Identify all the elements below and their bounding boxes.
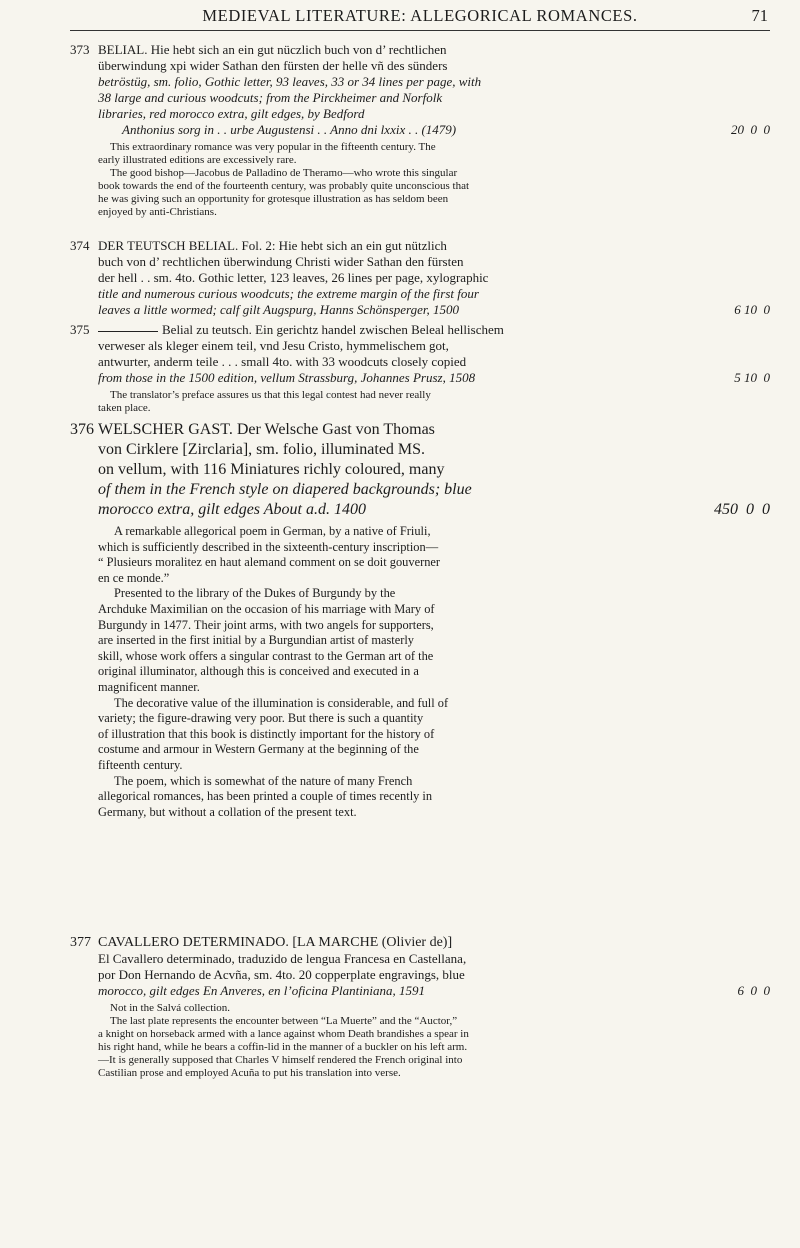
entry-text: verweser als kleger einem teil, vnd Jesu Cristo, hymmelischem got, [98,338,449,353]
page-title: MEDIEVAL LITERATURE: ALLEGORICAL ROMANCES. [202,6,638,25]
entry-number: 374 [70,238,90,253]
entry-heading-line [70,238,770,254]
entry-text: Belial zu teutsch. Ein gerichtz handel zwischen Beleal hellischem [162,322,504,337]
body-text: Burgundy in 1477. Their joint arms, with two angels for supporters, [98,617,434,632]
page-number: 71 [751,6,768,25]
entry-imprint: morocco extra, gilt edges About a.d. 1400 450 0 0 [98,501,770,518]
note-text: This extraordinary romance was very popular in the fifteenth century. The [110,141,436,153]
note-text: early illustrated editions are excessively rare. [98,154,297,166]
body-text: magnificent manner. [98,679,200,694]
note-text: book towards the end of the fourteenth century, was probably quite unconscious that [98,180,470,192]
entry-number: 376 [70,421,94,438]
body-text: are inserted in the first initial by a Burgundian artist of masterly [98,633,414,648]
note-text: a knight on horseback armed with a lance against whom Death brandishes a spear in [98,1028,469,1040]
entry-text: WELSCHER GAST. Der Welsche Gast von Thomas [98,421,435,438]
entry-description [70,524,770,820]
entry-375 [70,322,770,415]
body-text: Presented to the library of the Dukes of Burgundy by the [114,586,396,601]
entry-text: antwurter, anderm teile . . . small 4to. with 33 woodcuts closely copied [98,354,467,369]
body-text: A remarkable allegorical poem in German, by a native of Friuli, [114,524,431,538]
price: 6 0 0 [737,983,770,998]
price: 450 0 0 [714,501,770,518]
entry-text: 38 large and curious woodcuts; from the Pirckheimer and Norfolk [98,90,443,105]
body-text: variety; the figure-drawing very poor. But there is such a quantity [98,711,424,726]
note-text: taken place. [98,402,151,414]
entry-text: überwindung xpi wider Sathan den fürsten der helle vñ des sünders [98,58,448,73]
entry-text: libraries, red morocco extra, gilt edges, by Bedford [98,106,365,121]
note-text: Castilian prose and employed Acuña to put his translation into verse. [98,1067,401,1079]
note-text: The good bishop—Jacobus de Palladino de Theramo—who wrote this singular [110,167,458,179]
body-text: allegorical romances, has been printed a couple of times recently in [98,789,433,804]
entry-text: of them in the French style on diapered backgrounds; blue [98,481,472,498]
entry-number: 375 [70,322,90,337]
ditto-rule [98,331,158,332]
price: 6 10 0 [734,302,770,317]
body-text: original illuminator, although this is conceived and executed in a [98,664,419,679]
entry-heading-line [70,420,770,440]
body-text: of illustration that this book is distinctly important for the history of [98,726,435,741]
body-text: costume and armour in Western Germany at the beginning of the [98,742,419,757]
note-text: enjoyed by anti-Christians. [98,206,217,218]
body-text: fifteenth century. [98,757,183,772]
body-text: The poem, which is somewhat of the nature of many French [114,773,413,788]
entry-imprint: Anthonius sorg in . . urbe Augustensi . . Anno dni lxxix . . (1479) 20 0 0 [122,122,770,137]
entry-376 [70,420,770,820]
body-text: en ce monde.” [98,570,170,585]
entry-text: BELIAL. Hie hebt sich an ein gut nüczlich buch von d’ rechtlichen [98,42,447,57]
entry-text: betröstüg, sm. folio, Gothic letter, 93 leaves, 33 or 34 lines per page, with [98,74,482,89]
entry-text: title and numerous curious woodcuts; the extreme margin of the first four [98,286,479,301]
entry-number: 373 [70,42,90,57]
body-text: The decorative value of the illumination is considerable, and full of [114,695,449,710]
note-text: —It is generally supposed that Charles V himself rendered the French original into [98,1054,463,1066]
price: 5 10 0 [734,370,770,385]
running-header [70,6,770,31]
entry-377 [70,935,770,1080]
entry-374 [70,238,770,318]
body-text: skill, whose work offers a singular contrast to the German art of the [98,648,434,663]
entry-number: 377 [70,935,91,950]
entry-heading-line [70,322,770,338]
body-text: “ Plusieurs moralitez en haut alemand comment on se doit gouverner [98,555,441,570]
entry-imprint: from those in the 1500 edition, vellum Strassburg, Johannes Prusz, 1508 5 10 0 [98,370,770,385]
entry-text: CAVALLERO DETERMINADO. [LA MARCHE (Olivier de)] [98,935,453,950]
entry-text: buch von d’ rechtlichen überwindung Christi wider Sathan den fürsten [98,254,464,269]
note-text: Not in the Salvá collection. [110,1002,231,1014]
body-text: Archduke Maximilian on the occasion of his marriage with Mary of [98,601,435,616]
note-text: he was giving such an opportunity for grotesque illustration as has seldom been [98,193,449,205]
entry-text: von Cirklere [Zirclaria], sm. folio, illuminated MS. [98,441,426,458]
note-text: his right hand, while he bears a coffin-lid in the manner of a buckler on his left arm. [98,1041,468,1053]
entry-imprint: morocco, gilt edges En Anveres, en l’oficina Plantiniana, 1591 6 0 0 [98,983,770,998]
entry-text: por Don Hernando de Acvña, sm. 4to. 20 copperplate engravings, blue [98,967,465,982]
entry-heading-line [70,935,770,951]
entry-text: on vellum, with 116 Miniatures richly coloured, many [98,461,445,478]
note-text: The translator’s preface assures us that this legal contest had never really [110,389,431,401]
entry-imprint: leaves a little wormed; calf gilt Augspurg, Hanns Schönsperger, 1500 6 10 0 [98,302,770,317]
price: 20 0 0 [731,122,770,137]
entry-text: DER TEUTSCH BELIAL. Fol. 2: Hie hebt sich an ein gut nützlich [98,238,447,253]
entry-text: der hell . . sm. 4to. Gothic letter, 123 leaves, 26 lines per page, xylographic [98,270,489,285]
note-text: The last plate represents the encounter between “La Muerte” and the “Auctor,” [110,1015,458,1027]
body-text: which is sufficiently described in the sixteenth-century inscription— [98,539,439,554]
body-text: Germany, but without a collation of the present text. [98,804,357,819]
entry-heading-line [70,42,770,58]
entry-373 [70,42,770,219]
entry-text: El Cavallero determinado, traduzido de lengua Francesa en Castellana, [98,951,467,966]
